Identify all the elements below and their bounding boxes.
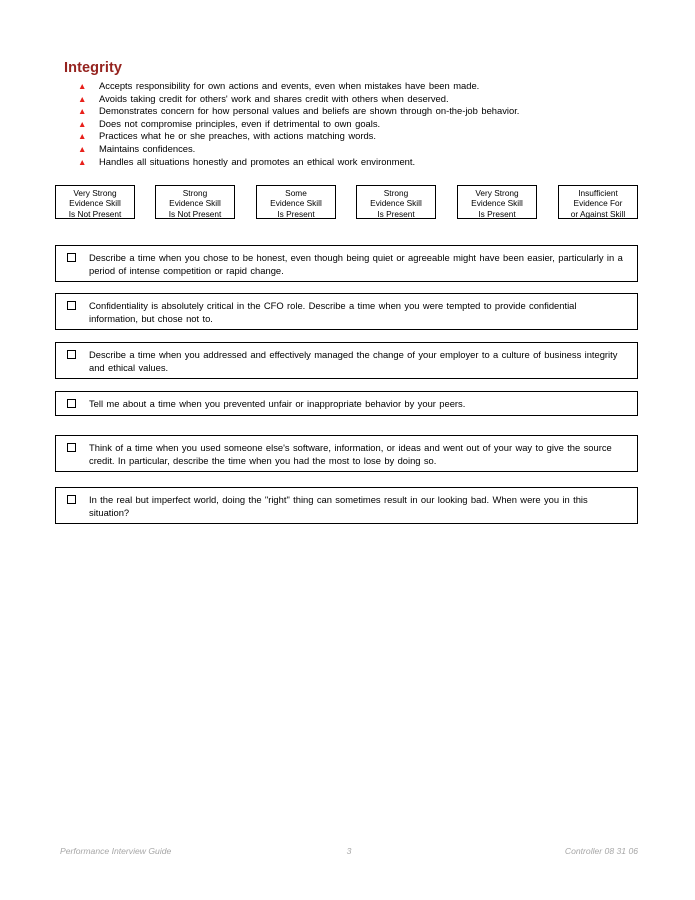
list-item — [78, 105, 638, 118]
list-item — [78, 143, 638, 156]
rating-line-2: Evidence For — [573, 198, 623, 209]
rating-line-2: Evidence Skill — [169, 198, 221, 209]
triangle-bullet-icon: ▲ — [78, 131, 87, 142]
rating-option-some-present[interactable] — [256, 185, 336, 219]
question-box-1[interactable] — [55, 245, 638, 282]
triangle-bullet-icon: ▲ — [78, 143, 87, 154]
page-footer — [60, 846, 638, 860]
question-box-6[interactable] — [55, 487, 638, 524]
question-text: Describe a time when you addressed and effectively managed the change of your employer to a culture of business integrity and ethical values. — [89, 349, 618, 374]
rating-line-1: Some — [285, 187, 307, 198]
competency-text: Handles all situations honestly and promotes an ethical work environment. — [99, 155, 416, 167]
rating-line-1: Strong — [383, 187, 409, 198]
question-checkbox[interactable] — [67, 350, 76, 359]
rating-line-2: Evidence Skill — [270, 198, 322, 209]
rating-option-very-strong-not-present[interactable] — [55, 185, 135, 219]
question-checkbox[interactable] — [67, 399, 76, 408]
question-checkbox[interactable] — [67, 253, 76, 262]
list-item — [78, 93, 638, 106]
rating-line-1: Strong — [182, 187, 208, 198]
competency-text: Maintains confidences. — [99, 142, 196, 154]
competency-text: Does not compromise principles, even if detrimental to own goals. — [99, 117, 381, 129]
triangle-bullet-icon: ▲ — [78, 106, 87, 117]
rating-line-3: Is Present — [377, 208, 415, 219]
question-text: Tell me about a time when you prevented unfair or inappropriate behavior by your peers. — [89, 398, 466, 409]
question-text: Describe a time when you chose to be honest, even though being quiet or agreeable might have been easier, particularly in a period of intense competition or rapid change. — [89, 252, 623, 277]
page-title: Integrity — [64, 60, 123, 76]
list-item — [78, 118, 638, 131]
rating-line-1: Very Strong — [475, 187, 519, 198]
rating-line-2: Evidence Skill — [370, 198, 422, 209]
rating-scale — [55, 185, 639, 221]
question-checkbox[interactable] — [67, 443, 76, 452]
question-box-2[interactable] — [55, 293, 638, 330]
list-item — [78, 130, 638, 143]
rating-line-2: Evidence Skill — [69, 198, 121, 209]
footer-document-name: Performance Interview Guide — [60, 846, 172, 856]
competency-text: Demonstrates concern for how personal values and beliefs are shown through on-the-job behavior. — [99, 105, 520, 117]
question-box-3[interactable] — [55, 342, 638, 379]
triangle-bullet-icon: ▲ — [78, 93, 87, 104]
question-text: In the real but imperfect world, doing the "right" thing can sometimes result in our looking bad. When were you in this situation? — [89, 494, 588, 519]
competency-text: Avoids taking credit for others' work and shares credit with others when deserved. — [99, 92, 449, 104]
list-item — [78, 156, 638, 169]
rating-line-3: Is Not Present — [168, 208, 222, 219]
rating-line-3: Is Present — [277, 208, 315, 219]
rating-line-3: Is Present — [478, 208, 516, 219]
question-checkbox[interactable] — [67, 495, 76, 504]
question-checkbox[interactable] — [67, 301, 76, 310]
competency-list — [78, 80, 638, 168]
rating-line-3: or Against Skill — [570, 208, 626, 219]
footer-page-number: 3 — [346, 846, 352, 856]
triangle-bullet-icon: ▲ — [78, 156, 87, 167]
list-item — [78, 80, 638, 93]
triangle-bullet-icon: ▲ — [78, 118, 87, 129]
question-text: Confidentiality is absolutely critical in the CFO role. Describe a time when you were tempted to provide confidential information, but chose not to. — [89, 300, 577, 325]
footer-revision: Controller 08 31 06 — [564, 846, 638, 856]
question-box-5[interactable] — [55, 435, 638, 472]
question-text: Think of a time when you used someone else's software, information, or ideas and went out of your way to give the source credit. In particular, describe the time when you had the most to lose by doing so. — [89, 442, 612, 467]
rating-line-1: Very Strong — [73, 187, 117, 198]
rating-option-insufficient-evidence[interactable] — [558, 185, 638, 219]
triangle-bullet-icon: ▲ — [78, 81, 87, 91]
question-box-4[interactable] — [55, 391, 638, 416]
rating-option-strong-present[interactable] — [356, 185, 436, 219]
competency-text: Practices what he or she preaches, with actions matching words. — [99, 130, 376, 142]
rating-line-3: Is Not Present — [68, 208, 122, 219]
rating-line-2: Evidence Skill — [471, 198, 523, 209]
rating-option-very-strong-present[interactable] — [457, 185, 537, 219]
competency-text: Accepts responsibility for own actions and events, even when mistakes have been made. — [99, 80, 480, 91]
rating-option-strong-not-present[interactable] — [155, 185, 235, 219]
rating-line-1: Insufficient — [578, 187, 618, 198]
